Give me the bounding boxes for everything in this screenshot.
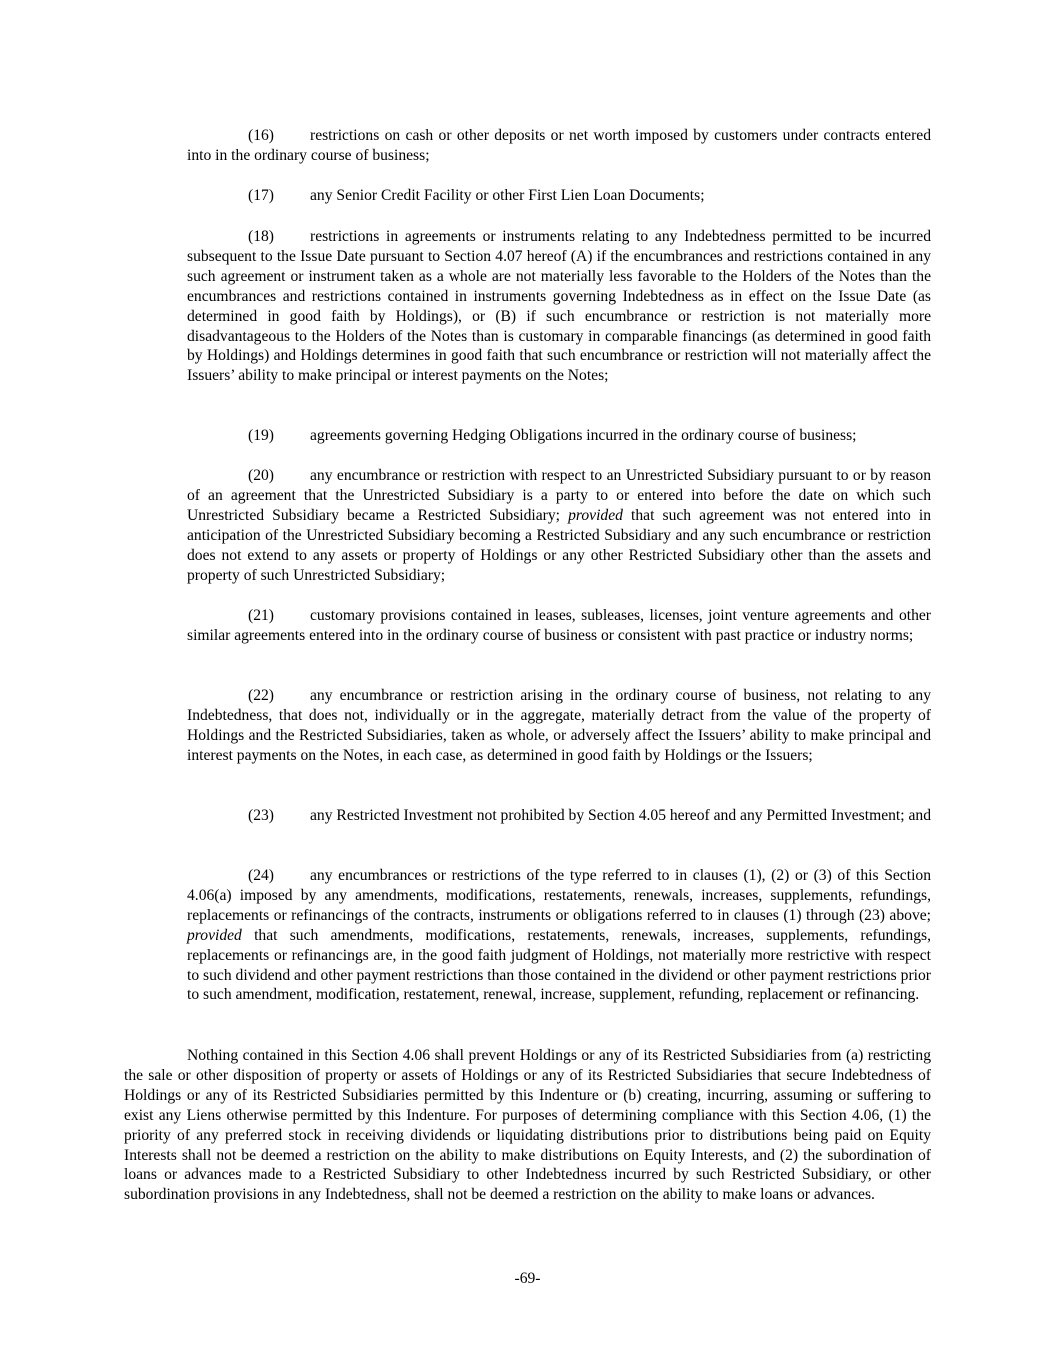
clause-text: restrictions on cash or other deposits or net worth imposed by customers under contracts entered into in the ordinary course of business; [187,127,931,164]
clause-text: any Restricted Investment not prohibited by Section 4.05 hereof and any Permitted Investment; and [310,807,932,824]
clause-number: (17) [248,187,274,204]
clause-24 [187,866,931,1005]
clause-23 [187,806,931,826]
clause-17 [187,186,931,206]
clause-text: agreements governing Hedging Obligations incurred in the ordinary course of business; [310,427,857,444]
clause-number: (19) [248,427,274,444]
clause-16 [187,126,931,166]
clause-number: (23) [248,807,274,824]
closing-paragraph: Nothing contained in this Section 4.06 shall prevent Holdings or any of its Restricted Subsidiaries from (a) restricting the sale or other disposition of property or assets of Holdings or any of its Restricted Subsidiaries that secure Indebtedness of Holdings or any of its Restricted Subsidiaries permitted by this Indenture or (b) creating, incurring, assuming or suffering to exist any Liens otherwise permitted by this Indenture. For purposes of determining compliance with this Section 4.06, (1) the priority of any preferred stock in receiving dividends or liquidating distributions prior to distributions being paid on Equity Interests shall not be deemed a restriction on the ability to make distributions on Equity Interests, and (2) the subordination of loans or advances made to a Restricted Subsidiary to other Indebtedness incurred by such Restricted Subsidiary, or other subordination provisions in any Indebtedness, shall not be deemed a restriction on the ability to make loans or advances. [124,1047,931,1204]
clause-text-after: that such agreement was not entered into in anticipation of the Unrestricted Subsidiary becoming a Restricted Subsidiary and any such encumbrance or restriction does not extend to any assets or property of Holdings or any other Restricted Subsidiary other than the assets and property of such Unrestricted Subsidiary; [187,506,931,584]
page-number: -69- [514,1270,541,1287]
clause-text: customary provisions contained in leases, subleases, licenses, joint venture agreements and other similar agreements entered into in the ordinary course of business or consistent with past practice or industry norms; [187,607,931,644]
clause-number: (21) [248,607,274,624]
clause-text: any encumbrance or restriction arising in the ordinary course of business, not relating to any Indebtedness, that does not, individually or in the aggregate, materially detract from the value of the property of Holdings and the Restricted Subsidiaries, taken as whole, or adversely affect the Issuers’ ability to make principal and interest payments on the Notes, in each case, as determined in good faith by Holdings or the Issuers; [187,687,931,764]
emphasis-provided: provided [568,506,623,524]
clause-20 [187,466,931,585]
clause-text-after: that such amendments, modifications, restatements, renewals, increases, supplements, refundings, replacements or refinancings are, in the good faith judgment of Holdings, not materially more restrictive with respect to such dividend and other payment restrictions than those contained in the dividend or other payment restrictions prior to such amendment, modification, restatement, renewal, increase, supplement, refunding, replacement or refinancing. [187,926,931,1004]
clause-19 [187,426,931,446]
clause-text-before: any encumbrances or restrictions of the type referred to in clauses (1), (2) or (3) of this Section 4.06(a) imposed by any amendments, modifications, restatements, renewals, increases, supplements, refundings, replacements or refinancings of the contracts, instruments or obligations referred to in clauses (1) through (23) above; [187,867,931,924]
clause-22 [187,686,931,766]
clause-text: any Senior Credit Facility or other First Lien Loan Documents; [310,187,705,204]
clause-number: (16) [248,127,274,144]
clause-number: (18) [248,228,274,245]
clause-number: (20) [248,467,274,484]
clause-number: (24) [248,867,274,884]
clause-text: restrictions in agreements or instruments relating to any Indebtedness permitted to be incurred subsequent to the Issue Date pursuant to Section 4.07 hereof (A) if the encumbrances and restrictions contained in any such agreement or instrument taken as a whole are not materially less favorable to the Holders of the Notes than the encumbrances and restrictions contained in instruments governing Indebtedness as in effect on the Issue Date (as determined in good faith by Holdings), or (B) if such encumbrance or restriction is not materially more disadvantageous to the Holders of the Notes than is customary in comparable financings (as determined in good faith by Holdings) and Holdings determines in good faith that such encumbrance or restriction will not materially affect the Issuers’ ability to make principal or interest payments on the Notes; [187,228,931,385]
clause-text-before: any encumbrance or restriction with respect to an Unrestricted Subsidiary pursuant to or by reason of an agreement that the Unrestricted Subsidiary is a party to or entered into before the date on which such Unrestricted Subsidiary became a Restricted Subsidiary; [187,467,931,524]
clause-number: (22) [248,687,274,704]
emphasis-provided: provided [187,926,242,944]
clause-18 [187,227,931,386]
clause-21 [187,606,931,646]
